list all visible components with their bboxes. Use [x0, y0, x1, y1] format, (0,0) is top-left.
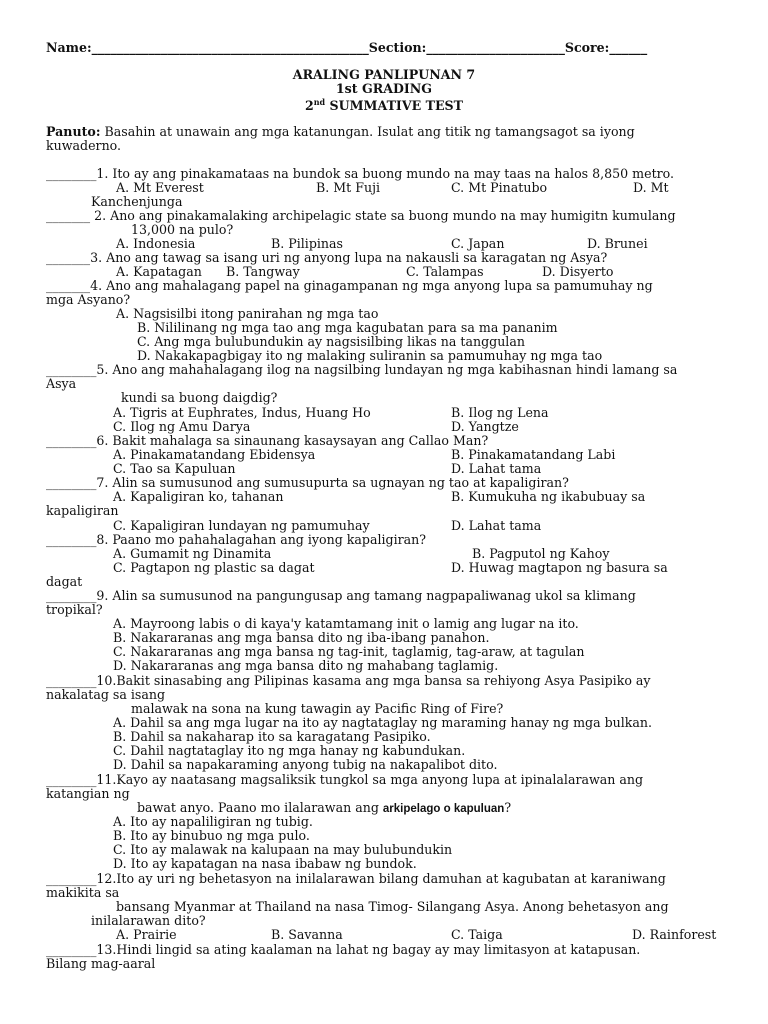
section-blank: ______________________ — [426, 40, 565, 55]
question-11-stem-cont: katangian ng — [46, 786, 130, 801]
question-5-stem-cont: Asya — [46, 376, 77, 391]
q8-option-d-cont: dagat — [46, 574, 83, 589]
instructions-label: Panuto: — [46, 124, 101, 139]
q7-option-b-cont: kapaligiran — [46, 503, 119, 518]
bold-keyword: arkipelago o kapuluan — [382, 803, 505, 815]
title-test: 2nd SUMMATIVE TEST — [304, 97, 464, 114]
q4-option-a: A. Nagsisilbi itong panirahan ng mga tao — [116, 306, 379, 321]
q3-option-d: D. Disyerto — [542, 264, 614, 279]
q4-option-d: D. Nakakapagbigay ito ng malaking suliranin sa pamumuhay ng mga tao — [137, 348, 603, 363]
q6-option-b: B. Pinakamatandang Labi — [451, 447, 616, 462]
question-9-stem-cont: tropikal? — [46, 602, 103, 617]
q8-option-b: B. Pagputol ng Kahoy — [472, 546, 610, 561]
q12-option-d: D. Rainforest — [632, 927, 717, 942]
q3-option-a: A. Kapatagan — [116, 264, 202, 279]
question-4-stem: _______4. Ano ang mahalagang papel na ginagampanan ng mga anyong lupa sa pamumuhay ng — [46, 278, 653, 293]
q2-option-c: C. Japan — [451, 236, 505, 251]
q10-option-b: B. Dahil sa nakaharap ito sa karagatang Pasipiko. — [113, 729, 431, 744]
header-line — [46, 40, 647, 55]
q9-option-d: D. Nakararanas ang mga bansa dito ng mahabang taglamig. — [113, 658, 499, 673]
question-2-stem-cont: 13,000 na pulo? — [131, 222, 234, 237]
question-8-stem: ________8. Paano mo pahahalagahan ang iyong kapaligiran? — [46, 532, 427, 547]
question-5-stem-cont-2: kundi sa buong daigdig? — [121, 390, 278, 405]
title-subject: ARALING PANLIPUNAN 7 — [292, 67, 476, 82]
q1-option-b: B. Mt Fuji — [316, 180, 381, 195]
q8-option-c: C. Pagtapon ng plastic sa dagat — [113, 560, 315, 575]
q9-option-a: A. Mayroong labis o di kaya'y katamtamang init o lamig ang lugar na ito. — [113, 616, 579, 631]
q8-option-a: A. Gumamit ng Dinamita — [113, 546, 272, 561]
q12-option-a: A. Prairie — [116, 927, 177, 942]
name-label: Name: — [46, 40, 92, 55]
question-11-stem: ________11.Kayo ay naatasang magsaliksik tungkol sa mga anyong lupa at ipinalalarawan ang — [46, 772, 644, 787]
q2-option-b: B. Pilipinas — [271, 236, 343, 251]
q10-option-a: A. Dahil sa ang mga lugar na ito ay nagtataglay ng maraming hanay ng mga bulkan. — [113, 715, 653, 730]
question-10-stem-cont: nakalatag sa isang — [46, 687, 166, 702]
q9-option-b: B. Nakararanas ang mga bansa dito ng iba-ibang panahon. — [113, 630, 490, 645]
title-grading: 1st GRADING — [335, 81, 433, 96]
q6-option-d: D. Lahat tama — [451, 461, 542, 476]
instructions-line-1: Panuto: Basahin at unawain ang mga katanungan. Isulat ang titik ng tamangsagot sa iyong — [46, 124, 635, 139]
question-7-stem: ________7. Alin sa sumusunod ang sumusupurta sa ugnayan ng tao at kapaligiran? — [46, 475, 569, 490]
score-blank: ______ — [609, 40, 648, 55]
question-9-stem: ________9. Alin sa sumusunod na pangungusap ang tamang nagpapaliwanag ukol sa klimang — [46, 588, 636, 603]
q10-option-c: C. Dahil nagtataglay ito ng mga hanay ng kabundukan. — [113, 743, 466, 758]
section-label: Section: — [368, 40, 427, 55]
q12-option-c: C. Taiga — [451, 927, 503, 942]
q12-option-b: B. Savanna — [271, 927, 343, 942]
q6-option-c: C. Tao sa Kapuluan — [113, 461, 236, 476]
q7-option-c: C. Kapaligiran lundayan ng pamumuhay — [113, 518, 370, 533]
name-blank: ____________________________________________ — [91, 40, 369, 55]
score-label: Score: — [564, 40, 610, 55]
question-12-stem-cont: makikita sa — [46, 885, 120, 900]
q3-option-c: C. Talampas — [406, 264, 484, 279]
q8-option-d: D. Huwag magtapon ng basura sa — [451, 560, 668, 575]
q5-option-c: C. Ilog ng Amu Darya — [113, 419, 251, 434]
q1-option-d: D. Mt — [633, 180, 669, 195]
question-13-stem-cont: Bilang mag-aaral — [46, 956, 156, 971]
question-5-stem: ________5. Ano ang mahahalagang ilog na nagsilbing lundayan ng mga kabihasnan hindi lamang sa — [46, 362, 678, 377]
q11-option-a: A. Ito ay napaliligiran ng tubig. — [113, 814, 313, 829]
q1-option-a: A. Mt Everest — [116, 180, 204, 195]
q4-option-c: C. Ang mga bulubundukin ay nagsisilbing likas na tanggulan — [137, 334, 525, 349]
q3-option-b: B. Tangway — [226, 264, 300, 279]
q10-option-d: D. Dahil sa napakaraming anyong tubig na nakapalibot dito. — [113, 757, 498, 772]
question-12-stem: ________12.Ito ay uri ng behetasyon na inilalarawan bilang damuhan at kagubatan at karaniwang — [46, 871, 666, 886]
q5-option-a: A. Tigris at Euphrates, Indus, Huang Ho — [113, 405, 371, 420]
question-2-stem: _______ 2. Ano ang pinakamalaking archipelagic state sa buong mundo na may humigitn kumulang — [46, 208, 676, 223]
question-3-stem: _______3. Ano ang tawag sa isang uri ng anyong lupa na nakausli sa karagatan ng Asya? — [46, 250, 608, 265]
q1-option-d-cont: Kanchenjunga — [91, 194, 183, 209]
q4-option-b: B. Nililinang ng mga tao ang mga kagubatan para sa ma pananim — [137, 320, 558, 335]
q2-option-a: A. Indonesia — [116, 236, 196, 251]
question-10-stem: ________10.Bakit sinasabing ang Pilipinas kasama ang mga bansa sa rehiyong Asya Pasipiko ay — [46, 673, 651, 688]
q5-option-d: D. Yangtze — [451, 419, 519, 434]
q1-option-c: C. Mt Pinatubo — [451, 180, 548, 195]
q5-option-b: B. Ilog ng Lena — [451, 405, 549, 420]
q11-option-d: D. Ito ay kapatagan na nasa ibabaw ng bundok. — [113, 856, 417, 871]
instructions-line-2: kuwaderno. — [46, 138, 122, 153]
q7-option-a: A. Kapaligiran ko, tahanan — [113, 489, 284, 504]
q2-option-d: D. Brunei — [587, 236, 648, 251]
q7-option-d: D. Lahat tama — [451, 518, 542, 533]
q11-option-b: B. Ito ay binubuo ng mga pulo. — [113, 828, 310, 843]
question-4-stem-cont: mga Asyano? — [46, 292, 131, 307]
question-12-stem-cont-2: bansang Myanmar at Thailand na nasa Timog- Silangang Asya. Anong behetasyon ang — [116, 899, 669, 914]
q7-option-b: B. Kumukuha ng ikabubuay sa — [451, 489, 646, 504]
question-12-stem-cont-3: inilalarawan dito? — [91, 913, 206, 928]
q6-option-a: A. Pinakamatandang Ebidensya — [113, 447, 316, 462]
question-10-stem-cont-2: malawak na sona na kung tawagin ay Pacific Ring of Fire? — [131, 701, 504, 716]
question-11-stem-cont-2: bawat anyo. Paano mo ilalarawan ang arkipelago o kapuluan? — [137, 800, 512, 815]
q11-option-c: C. Ito ay malawak na kalupaan na may bulubundukin — [113, 842, 453, 857]
question-6-stem: ________6. Bakit mahalaga sa sinaunang kasaysayan ang Callao Man? — [46, 433, 489, 448]
question-1-stem: ________1. Ito ay ang pinakamataas na bundok sa buong mundo na may taas na halos 8,850 metro. — [46, 166, 675, 181]
q9-option-c: C. Nakararanas ang mga bansa ng tag-init, taglamig, tag-araw, at tagulan — [113, 644, 585, 659]
question-13-stem: ________13.Hindi lingid sa ating kaalaman na lahat ng bagay ay may limitasyon at katapusan. — [46, 942, 641, 957]
